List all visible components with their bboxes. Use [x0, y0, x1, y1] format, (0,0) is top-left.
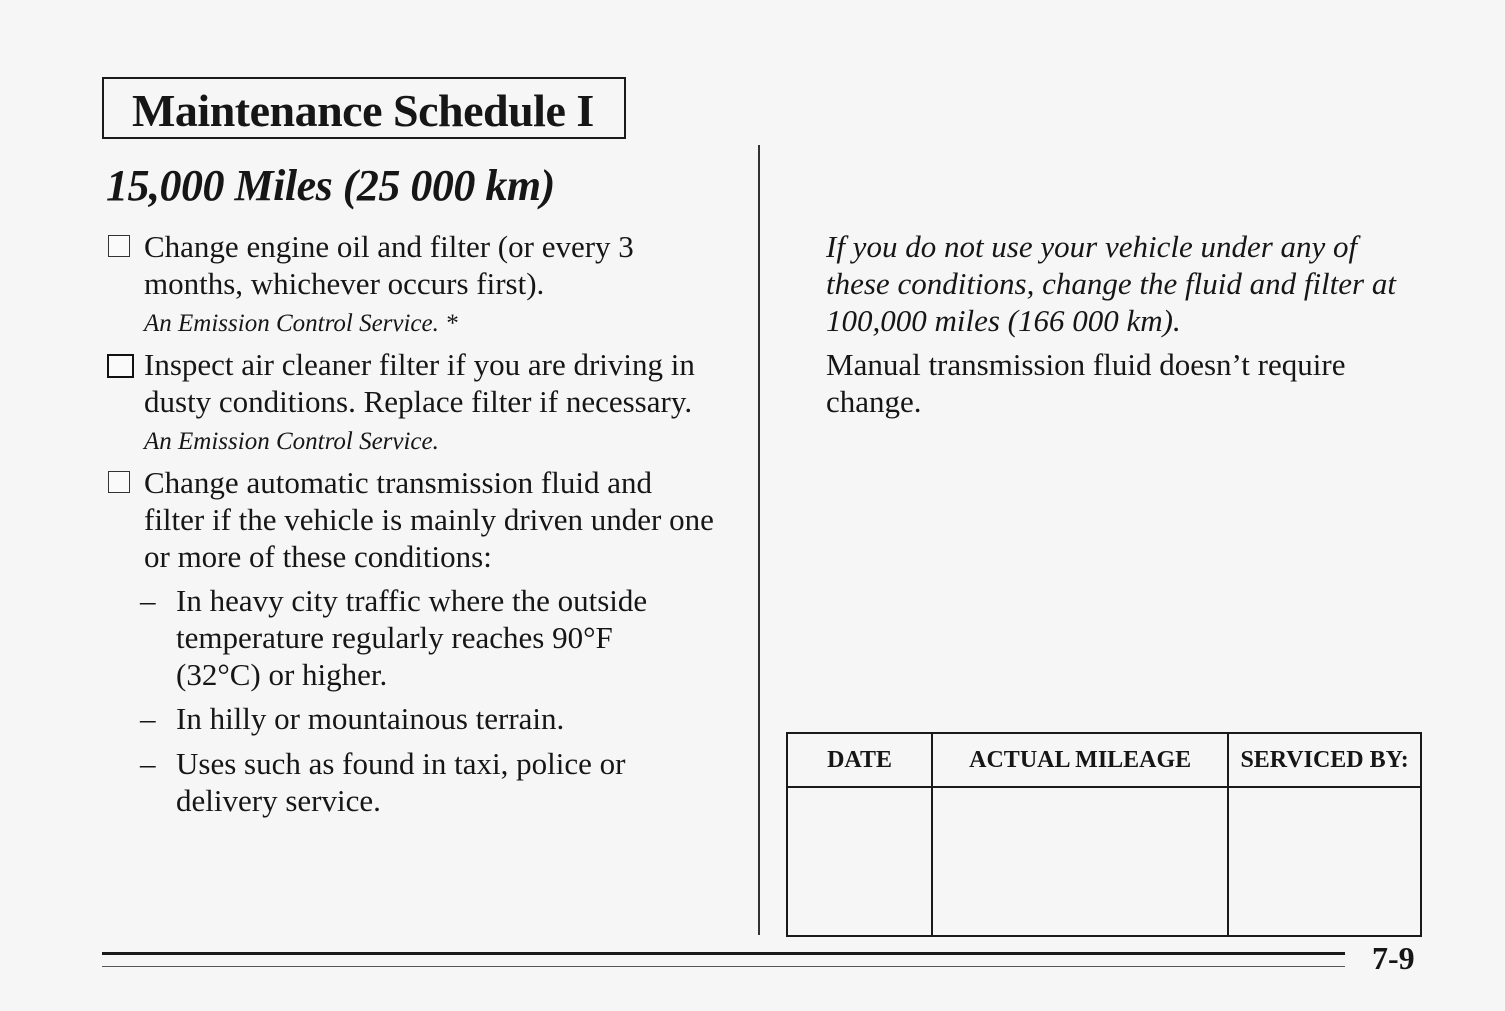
item-text-transmission: Change automatic transmission fluid and filter if the vehicle is mainly driven under one or more of these conditions:	[144, 465, 714, 574]
serviced-by-cell[interactable]	[1228, 787, 1421, 936]
dash-bullet: –	[140, 583, 156, 618]
dash-bullet: –	[140, 701, 156, 736]
dash-bullet: –	[140, 746, 156, 781]
page-number: 7-9	[1372, 940, 1415, 976]
condition-item	[140, 745, 700, 819]
title-box	[102, 77, 626, 139]
footer-rule-thick	[102, 952, 1345, 955]
checkbox-oil[interactable]	[108, 235, 130, 257]
checklist-item-air-filter	[108, 346, 718, 460]
checkbox-transmission[interactable]	[108, 471, 130, 493]
no-conditions-note: If you do not use your vehicle under any of these conditions, change the fluid and filter at 100,000 miles (166 000 km).	[826, 229, 1396, 338]
condition-item	[140, 700, 700, 737]
condition-item	[140, 582, 700, 693]
checkbox-air-filter[interactable]	[107, 354, 134, 378]
table-row	[787, 787, 1421, 936]
checklist-item-oil	[108, 228, 718, 342]
table-header-row	[787, 733, 1421, 787]
condition-text: In hilly or mountainous terrain.	[176, 701, 565, 736]
item-text-oil: Change engine oil and filter (or every 3 months, whichever occurs first).	[144, 229, 634, 301]
checklist-item-transmission	[108, 464, 718, 575]
header-serviced-by: SERVICED BY:	[1228, 733, 1421, 787]
item-text-air-filter: Inspect air cleaner filter if you are driving in dusty conditions. Replace filter if necessary.	[144, 347, 695, 419]
header-actual-mileage: ACTUAL MILEAGE	[932, 733, 1228, 787]
date-cell[interactable]	[787, 787, 932, 936]
condition-text: Uses such as found in taxi, police or delivery service.	[176, 746, 626, 818]
condition-text: In heavy city traffic where the outside temperature regularly reaches 90°F (32°C) or higher.	[176, 583, 648, 692]
manual-transmission-note: Manual transmission fluid doesn’t require change.	[826, 347, 1346, 419]
mileage-cell[interactable]	[932, 787, 1228, 936]
service-log-table	[786, 732, 1422, 937]
item-note-oil: An Emission Control Service. *	[144, 310, 458, 337]
mileage-heading: 15,000 Miles (25 000 km)	[106, 161, 555, 210]
column-divider	[758, 145, 760, 935]
page-title: Maintenance Schedule I	[132, 85, 594, 136]
footer-rule-thin	[102, 966, 1345, 967]
header-date: DATE	[787, 733, 932, 787]
item-note-air-filter: An Emission Control Service.	[144, 428, 439, 455]
